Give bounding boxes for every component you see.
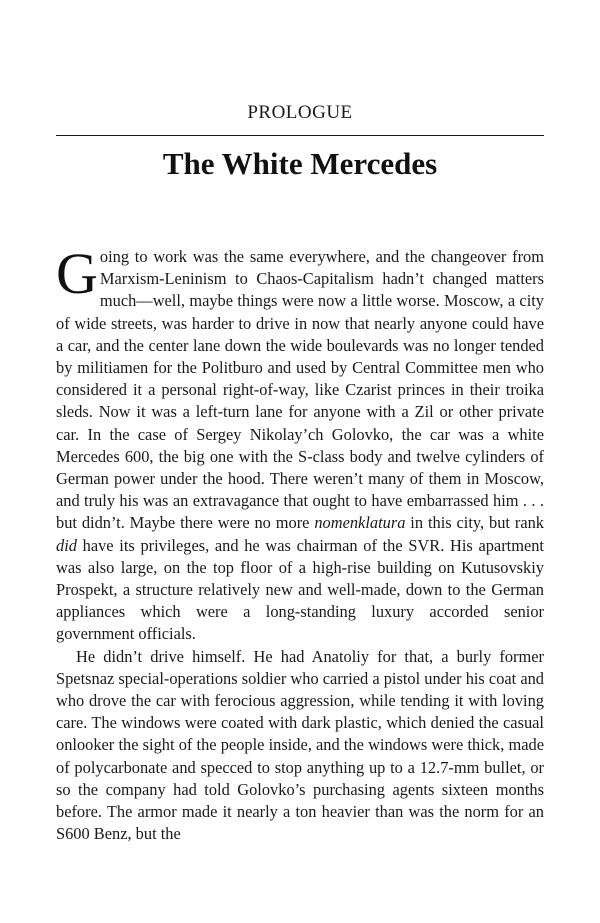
emphasis-nomenklatura: nomenklatura <box>314 513 406 533</box>
header-rule <box>56 135 544 136</box>
chapter-title: The White Mercedes <box>162 146 438 181</box>
paragraph-2: He didn’t drive himself. He had Anatoliy for that, a burly former Spetsnaz special-operations soldier who carried a pistol under his coat and who drove the car with ferocious aggression, while tending it with loving care. The windows were coated with dark plastic, which denied the casual onlooker the sight of the people inside, and the windows were thick, made of polycarbonate and specced to stop anything up to a 12.7-mm bullet, or so the company had told Golovko’s purchasing agents sixteen months before. The armor made it nearly a ton heavier than was the norm for an S600 Benz, but the <box>56 646 544 844</box>
section-label: PROLOGUE <box>247 102 353 123</box>
paragraph-1 <box>56 241 544 646</box>
emphasis-did: did <box>56 535 77 555</box>
drop-cap: G <box>56 241 98 306</box>
paragraph-1-text-b: in this city, but rank <box>405 513 544 533</box>
paragraph-1-text-c: have its privileges, and he was chairman of the SVR. His apartment was also large, on the top floor of a high-rise building on Kutusovskiy Prospekt, a structure relatively new and well-made, down to the German appliances which were a long-standing luxury accorded senior government officials. <box>56 535 544 644</box>
body-text <box>56 241 544 845</box>
book-page <box>56 0 544 923</box>
paragraph-1-text-a: oing to work was the same everywhere, and the changeover from Marxism-Leninism to Chaos-Capitalism hadn’t changed matters much—well, maybe things were now a little worse. Moscow, a city of wide streets, was harder to drive in now that nearly anyone could have a car, and the center lane down the wide boulevards was no longer tended by militiamen for the Politburo and used by Central Committee men who considered it a personal right-of-way, like Czarist princes in their troika sleds. Now it was a left-turn lane for anyone with a Zil or other private car. In the case of Sergey Nikolay’ch Golovko, the car was a white Mercedes 600, the big one with the S-class body and twelve cylinders of German power under the hood. There weren’t many of them in Moscow, and truly his was an extravagance that ought to have embarrassed him . . . but didn’t. Maybe there were no more <box>56 247 544 533</box>
